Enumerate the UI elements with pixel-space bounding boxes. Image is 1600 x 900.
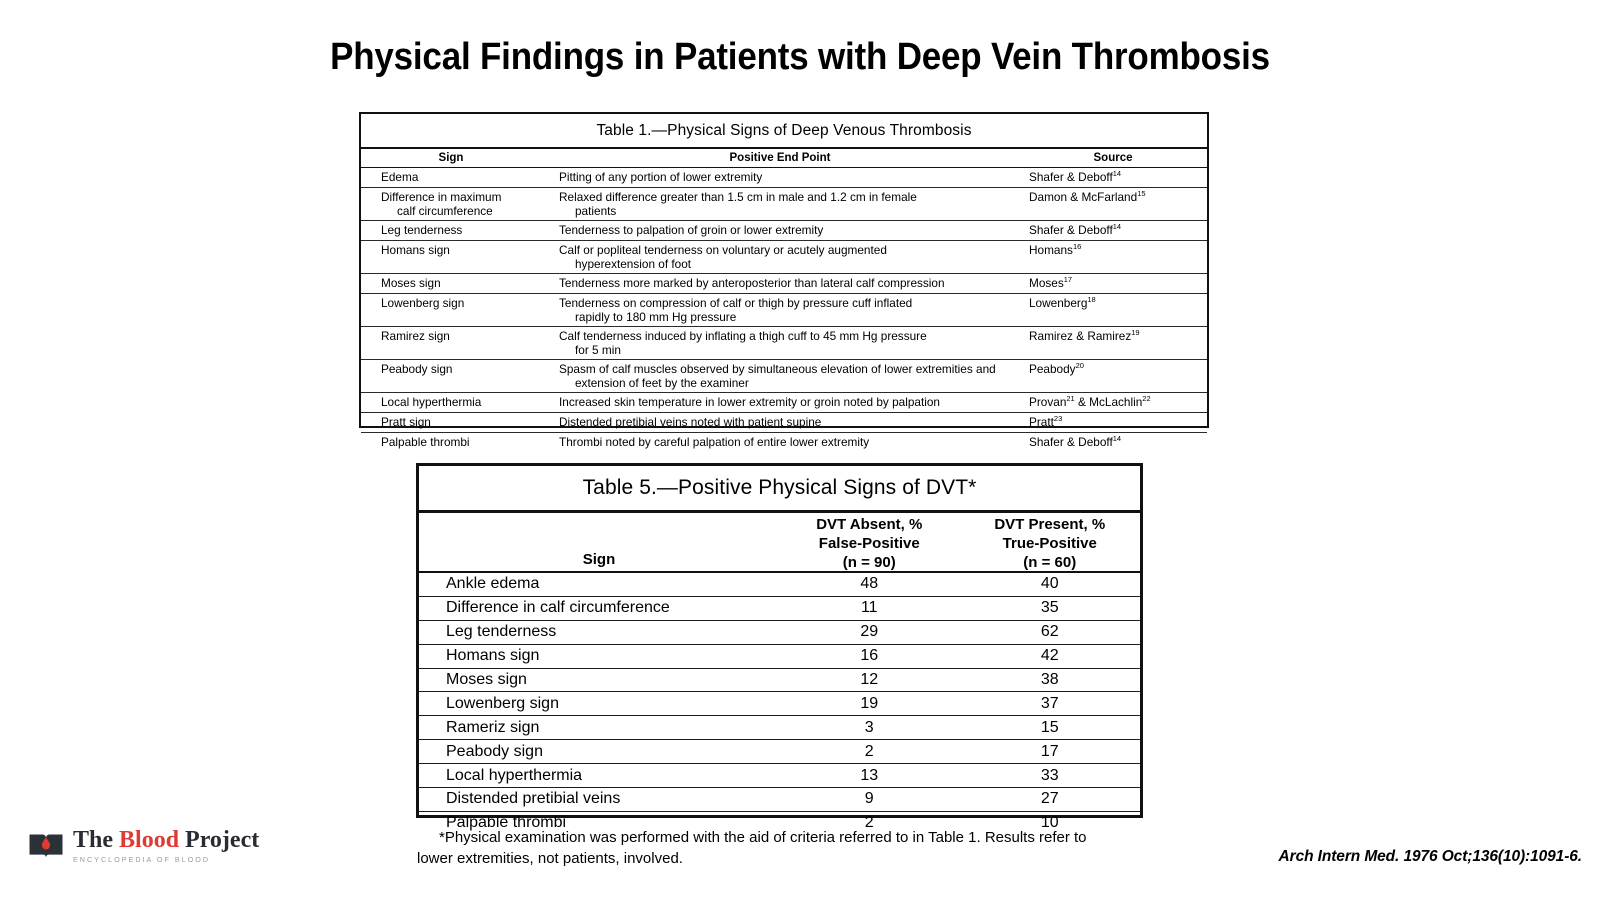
table-5-cell-sign: Palpable thrombi bbox=[446, 814, 567, 832]
table-row bbox=[361, 168, 1207, 188]
table-row bbox=[361, 327, 1207, 360]
logo-word-project: Project bbox=[179, 827, 260, 853]
table-1-cell-positive-end-point: Tenderness more marked by anteroposterior than lateral calf compression bbox=[559, 276, 945, 290]
table-1-body bbox=[361, 168, 1207, 452]
source-reference-number: 22 bbox=[1142, 394, 1151, 404]
table-5-cell-dvt-present-percent: 40 bbox=[1040, 575, 1059, 593]
dvt-present-line2: True-Positive bbox=[1002, 535, 1097, 553]
table-row bbox=[419, 597, 1140, 621]
table-5-cell-dvt-present-percent: 27 bbox=[1040, 790, 1059, 808]
source-reference-number: 14 bbox=[1112, 434, 1122, 444]
table-1-cell-positive-end-point: Relaxed difference greater than 1.5 cm in male and 1.2 cm in female patients bbox=[541, 190, 1019, 218]
table-1-cell-source: Ramirez & Ramirez$^{19}$ bbox=[1029, 328, 1140, 343]
source-reference-number: 20 bbox=[1075, 361, 1084, 371]
table-1-cell-sign: Lowenberg sign bbox=[381, 296, 465, 310]
table-1-cell-positive-end-point: Distended pretibial veins noted with patient supine bbox=[559, 415, 822, 429]
table-5-cell-dvt-absent-percent: 2 bbox=[864, 742, 874, 760]
table-5-cell-dvt-absent-percent: 3 bbox=[864, 718, 874, 736]
table-5-cell-dvt-present-percent: 10 bbox=[1040, 814, 1059, 832]
table-5-col-header-sign: Sign bbox=[582, 551, 616, 568]
table-1-cell-source: Homans$^{16}$ bbox=[1029, 242, 1082, 257]
table-1-cell-source: Pratt$^{23}$ bbox=[1029, 414, 1063, 429]
table-row bbox=[361, 221, 1207, 241]
table-5-cell-sign: Difference in calf circumference bbox=[446, 599, 670, 617]
table-row bbox=[419, 573, 1140, 597]
table-5-cell-dvt-present-percent: 38 bbox=[1040, 671, 1059, 688]
table-1-cell-sign: Palpable thrombi bbox=[381, 435, 470, 449]
table-1-cell-sign: Difference in maximum calf circumference bbox=[361, 190, 541, 218]
table-1-cell-sign: Moses sign bbox=[381, 276, 441, 290]
table-1-col-header-source: Source bbox=[1093, 152, 1133, 164]
dvt-absent-line1: DVT Absent, % bbox=[816, 516, 923, 533]
source-reference-number: 23 bbox=[1053, 414, 1063, 424]
table-5-cell-sign: Rameriz sign bbox=[446, 718, 540, 736]
table-1-cell-end-point-continued: patients bbox=[575, 204, 617, 218]
table-1-cell-positive-end-point: Thrombi noted by careful palpation of entire lower extremity bbox=[559, 435, 870, 449]
table-1-header-row bbox=[361, 147, 1207, 168]
source-citation: Arch Intern Med. 1976 Oct;136(10):1091-6. bbox=[1278, 848, 1582, 865]
table-5-cell-dvt-present-percent: 33 bbox=[1040, 766, 1059, 784]
table-row bbox=[361, 360, 1207, 393]
source-reference-number: 21 bbox=[1066, 394, 1075, 404]
source-reference-number: 18 bbox=[1087, 295, 1096, 305]
table-1-cell-source: Provan$^{21}$ & McLachlin$^{22}$ bbox=[1029, 394, 1151, 409]
table-row bbox=[361, 241, 1207, 274]
table-row bbox=[361, 413, 1207, 433]
table-1-cell-source: Shafer & Deboff$^{14}$ bbox=[1029, 222, 1122, 237]
table-1-cell-sign: Homans sign bbox=[381, 243, 450, 257]
table-1-cell-source: Moses$^{17}$ bbox=[1029, 275, 1073, 290]
table-5-cell-dvt-present-percent: 35 bbox=[1040, 599, 1059, 617]
dvt-absent-line2: False-Positive bbox=[818, 535, 920, 553]
table-1-cell-sign: Leg tenderness bbox=[381, 223, 463, 237]
table-row bbox=[419, 788, 1140, 812]
table-row bbox=[419, 645, 1140, 669]
table-1-cell-source: Peabody$^{20}$ bbox=[1029, 361, 1084, 376]
footnote-line-2: lower extremities, not patients, involved. bbox=[417, 850, 683, 868]
table-5-cell-sign: Distended pretibial veins bbox=[446, 790, 621, 808]
source-reference-number: 14 bbox=[1112, 222, 1122, 232]
table-row bbox=[419, 764, 1140, 788]
table-5-cell-sign: Local hyperthermia bbox=[446, 766, 583, 784]
table-1-cell-source: Shafer & Deboff$^{14}$ bbox=[1029, 434, 1122, 449]
table-5-cell-dvt-present-percent: 37 bbox=[1040, 694, 1059, 712]
table-5-cell-dvt-absent-percent: 13 bbox=[860, 766, 879, 784]
table-5-footnote bbox=[417, 827, 1157, 870]
table-1-cell-sign: Edema bbox=[381, 170, 419, 184]
open-book-with-blood-drop-icon bbox=[28, 831, 64, 861]
source-reference-number: 17 bbox=[1063, 275, 1073, 285]
table-1-cell-sign: Ramirez sign bbox=[381, 329, 450, 343]
table-row bbox=[361, 294, 1207, 327]
table-1-cell-positive-end-point: Calf or popliteal tenderness on voluntary or acutely augmented hyperextension of foot bbox=[541, 243, 1019, 271]
table-5-col-header-dvt-present bbox=[960, 513, 1141, 571]
logo-word-blood: Blood bbox=[119, 827, 180, 853]
table-5-cell-dvt-absent-percent: 2 bbox=[864, 814, 874, 832]
dvt-absent-line3: (n = 90) bbox=[842, 554, 896, 572]
table-5-cell-dvt-present-percent: 62 bbox=[1040, 623, 1059, 641]
table-1-cell-end-point-continued: hyperextension of foot bbox=[575, 257, 692, 271]
table-1-cell-positive-end-point: Increased skin temperature in lower extremity or groin noted by palpation bbox=[559, 395, 940, 409]
table-5-positive-physical-signs bbox=[416, 463, 1143, 832]
source-reference-number: 14 bbox=[1112, 169, 1122, 179]
table-5-cell-sign: Homans sign bbox=[446, 647, 540, 665]
footnote-line-1: *Physical examination was performed with the aid of criteria referred to in Table 1. Results refer to bbox=[439, 829, 1087, 846]
table-5-cell-sign: Ankle edema bbox=[446, 575, 540, 593]
source-reference-number: 16 bbox=[1072, 242, 1082, 252]
table-row bbox=[419, 692, 1140, 716]
logo-wordmark bbox=[73, 828, 259, 852]
table-5-cell-sign: Lowenberg sign bbox=[446, 694, 559, 712]
table-5-cell-dvt-absent-percent: 19 bbox=[860, 694, 879, 712]
table-1-cell-positive-end-point: Spasm of calf muscles observed by simultaneous elevation of lower extremities and extension of feet by the examiner bbox=[541, 362, 1019, 390]
table-1-col-header-sign: Sign bbox=[438, 152, 464, 164]
table-5-cell-dvt-present-percent: 17 bbox=[1040, 742, 1059, 760]
table-5-cell-sign: Moses sign bbox=[446, 671, 527, 688]
table-row bbox=[361, 433, 1207, 452]
table-5-cell-dvt-absent-percent: 48 bbox=[860, 575, 879, 593]
table-1-col-header-positive-end-point: Positive End Point bbox=[729, 152, 831, 164]
table-1-cell-end-point-continued: extension of feet by the examiner bbox=[575, 376, 749, 390]
table-5-cell-dvt-absent-percent: 12 bbox=[860, 671, 879, 688]
table-row bbox=[361, 393, 1207, 413]
table-1-cell-sign: Pratt sign bbox=[381, 415, 431, 429]
table-5-cell-dvt-absent-percent: 29 bbox=[860, 623, 879, 641]
table-5-cell-dvt-present-percent: 15 bbox=[1040, 718, 1059, 736]
logo-tagline: ENCYCLOPEDIA OF BLOOD bbox=[73, 855, 211, 864]
table-1-cell-end-point-continued: for 5 min bbox=[575, 343, 621, 357]
table-5-body bbox=[419, 573, 1140, 835]
logo-word-the: The bbox=[73, 827, 120, 853]
table-5-cell-dvt-present-percent: 42 bbox=[1040, 647, 1059, 665]
table-1-cell-sign-continued: calf circumference bbox=[397, 204, 493, 218]
table-1-cell-positive-end-point: Calf tenderness induced by inflating a thigh cuff to 45 mm Hg pressure for 5 min bbox=[541, 329, 1019, 357]
table-1-cell-source: Damon & McFarland$^{15}$ bbox=[1029, 189, 1146, 204]
table-5-cell-sign: Peabody sign bbox=[446, 742, 543, 760]
table-row bbox=[419, 669, 1140, 693]
table-1-cell-positive-end-point: Tenderness to palpation of groin or lower extremity bbox=[559, 223, 824, 237]
table-1-cell-source: Shafer & Deboff$^{14}$ bbox=[1029, 169, 1122, 184]
table-5-header-row bbox=[419, 510, 1140, 573]
table-row bbox=[419, 716, 1140, 740]
table-1-cell-source: Lowenberg$^{18}$ bbox=[1029, 295, 1096, 310]
table-5-col-header-dvt-absent bbox=[779, 513, 960, 571]
table-5-cell-dvt-absent-percent: 16 bbox=[860, 647, 879, 665]
table-5-caption: Table 5.—Positive Physical Signs of DVT* bbox=[582, 476, 977, 499]
table-1-cell-positive-end-point: Pitting of any portion of lower extremity bbox=[559, 170, 763, 184]
table-1-cell-sign: Local hyperthermia bbox=[381, 395, 482, 409]
table-1-cell-positive-end-point: Tenderness on compression of calf or thigh by pressure cuff inflated rapidly to 180 mm Hg pressure bbox=[541, 296, 1019, 324]
dvt-present-line1: DVT Present, % bbox=[994, 516, 1106, 533]
table-1-cell-sign: Peabody sign bbox=[381, 362, 453, 376]
table-5-cell-dvt-absent-percent: 11 bbox=[860, 599, 878, 617]
table-1-cell-end-point-continued: rapidly to 180 mm Hg pressure bbox=[575, 310, 737, 324]
dvt-present-line3: (n = 60) bbox=[1023, 554, 1077, 572]
table-1-caption: Table 1.—Physical Signs of Deep Venous Thrombosis bbox=[596, 122, 972, 139]
table-row bbox=[361, 274, 1207, 294]
logo-text-block bbox=[73, 828, 259, 864]
table-row bbox=[419, 740, 1140, 764]
source-reference-number: 15 bbox=[1137, 189, 1146, 199]
page-title: Physical Findings in Patients with Deep Vein Thrombosis bbox=[330, 36, 1270, 78]
table-5-cell-sign: Leg tenderness bbox=[446, 623, 557, 641]
table-1-physical-signs bbox=[359, 112, 1209, 449]
table-row bbox=[361, 188, 1207, 221]
table-5-cell-dvt-absent-percent: 9 bbox=[864, 790, 874, 808]
blood-project-logo bbox=[28, 828, 259, 864]
table-row bbox=[419, 621, 1140, 645]
source-reference-number: 19 bbox=[1131, 328, 1140, 338]
